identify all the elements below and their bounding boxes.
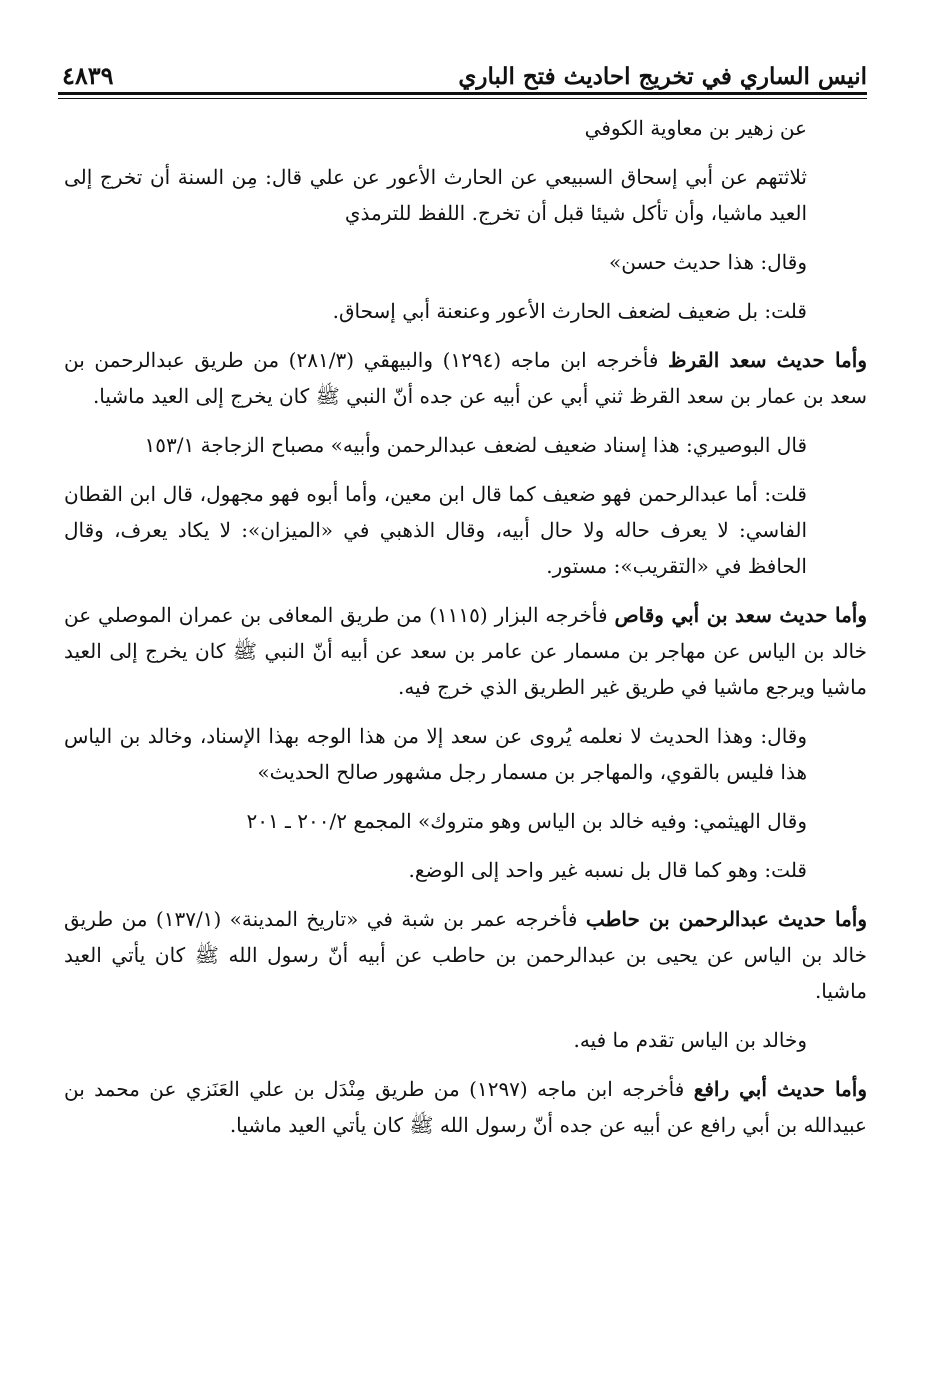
paragraph-text: قلت: وهو كما قال بل نسبه غير واحد إلى الوضع. <box>408 858 807 882</box>
hadith-heading: وأما حديث سعد القرظ <box>668 348 867 372</box>
paragraph-text: قلت: بل ضعيف لضعف الحارث الأعور وعنعنة أبي إسحاق. <box>332 299 807 323</box>
paragraph-text: فأخرجه ابن ماجه (١٢٩٤) والبيهقي (٢٨١/٣) من طريق عبدالرحمن بن سعد بن عمار بن سعد القرظ ثني أبي عن أبيه عن جده أنّ النبي ﷺ كان يخرج إلى العيد ماشيا. <box>64 348 867 408</box>
paragraph <box>64 1071 867 1143</box>
paragraph-text: فأخرجه عمر بن شبة في «تاريخ المدينة» (١٣٧/١) من طريق خالد بن الياس عن يحيى بن عبدالرحمن بن حاطب عن أبيه أنّ رسول الله ﷺ كان يأتي العيد ماشيا. <box>64 907 867 1003</box>
paragraph-text: وقال الهيثمي: وفيه خالد بن الياس وهو متروك» المجمع ٢٠٠/٢ ـ ٢٠١ <box>246 809 807 833</box>
header-rule-thick <box>58 92 867 95</box>
main-text <box>64 110 867 1156</box>
paragraph-text: وقال: وهذا الحديث لا نعلمه يُروى عن سعد إلا من هذا الوجه بهذا الإسناد، وخالد بن الياس هذا فليس بالقوي، والمهاجر بن مسمار رجل مشهور صالح الحديث» <box>64 724 807 784</box>
page-number: ٤٨٣٩ <box>62 61 114 90</box>
paragraph <box>64 342 867 414</box>
paragraph <box>64 159 867 231</box>
paragraph <box>64 244 867 280</box>
paragraph-text: فأخرجه البزار (١١١٥) من طريق المعافى بن عمران الموصلي عن خالد بن الياس عن مهاجر بن مسمار عن عامر بن سعد عن أبيه أنّ النبي ﷺ كان يخرج إلى العيد ماشيا ويرجع ماشيا في طريق غير الطريق الذي خرج فيه. <box>64 603 867 699</box>
paragraph <box>64 852 867 888</box>
hadith-heading: وأما حديث سعد بن أبي وقاص <box>614 603 868 627</box>
paragraph <box>64 293 867 329</box>
book-title: انيس الساري في تخريج احاديث فتح الباري <box>458 63 867 90</box>
paragraph <box>64 718 867 790</box>
paragraph <box>64 803 867 839</box>
header-rule-thin <box>58 98 867 99</box>
running-header <box>62 50 867 90</box>
paragraph-text: فأخرجه ابن ماجه (١٢٩٧) من طريق مِنْدَل بن علي العَنَزي عن محمد بن عبيدالله بن أبي رافع عن أبيه عن جده أنّ رسول الله ﷺ كان يأتي العيد ماشيا. <box>64 1077 867 1137</box>
paragraph-text: عن زهير بن معاوية الكوفي <box>584 116 807 140</box>
paragraph-text: قال البوصيري: هذا إسناد ضعيف لضعف عبدالرحمن وأبيه» مصباح الزجاجة ١٥٣/١ <box>144 433 807 457</box>
paragraph <box>64 110 867 146</box>
paragraph <box>64 427 867 463</box>
paragraph <box>64 1022 867 1058</box>
hadith-heading: وأما حديث أبي رافع <box>693 1077 867 1101</box>
paragraph-text: ثلاثتهم عن أبي إسحاق السبيعي عن الحارث الأعور عن علي قال: مِن السنة أن تخرج إلى العيد ماشيا، وأن تأكل شيئا قبل أن تخرج. اللفظ للترمذي <box>64 165 807 225</box>
paragraph <box>64 597 867 705</box>
hadith-heading: وأما حديث عبدالرحمن بن حاطب <box>585 907 868 931</box>
paragraph <box>64 476 867 584</box>
paragraph-text: قلت: أما عبدالرحمن فهو ضعيف كما قال ابن معين، وأما أبوه فهو مجهول، قال ابن القطان الفاسي: لا يعرف حاله ولا حال أبيه، وقال الذهبي في «الميزان»: لا يكاد يعرف، وقال الحافظ في «التقريب»: مستور. <box>64 482 808 578</box>
paragraph-text: وخالد بن الياس تقدم ما فيه. <box>573 1028 807 1052</box>
paragraph <box>64 901 867 1009</box>
paragraph-text: وقال: هذا حديث حسن» <box>609 250 807 274</box>
